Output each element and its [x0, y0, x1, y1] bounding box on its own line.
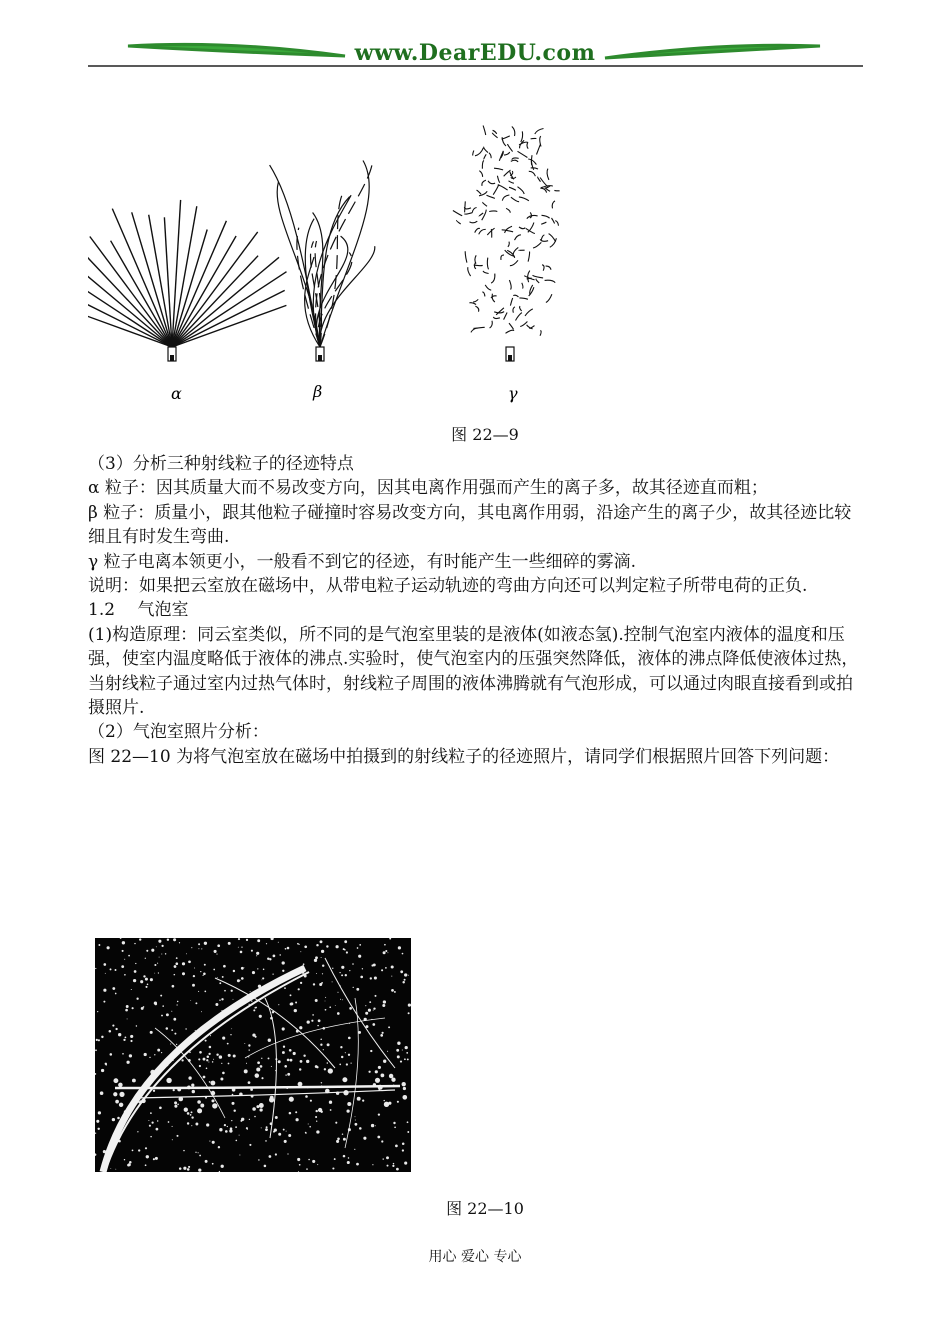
site-logo-text: www.DearEDU.com — [354, 40, 596, 66]
paragraph-note: 说明：如果把云室放在磁场中，从带电粒子运动轨迹的弯曲方向还可以判定粒子所带电荷的正负. — [88, 576, 808, 597]
section-heading-bubble-chamber: 1.2 气泡室 — [88, 600, 189, 621]
paragraph-heading-2: （2）气泡室照片分析： — [88, 722, 269, 743]
paragraph-gamma: γ 粒子电离本领更小，一般看不到它的径迹，有时能产生一些细碎的雾滴. — [88, 551, 636, 572]
page-footer: 用心 爱心 专心 — [428, 1249, 522, 1265]
cloud-chamber-tracks-figure — [88, 115, 608, 415]
gamma-tracks — [453, 126, 560, 362]
figure-caption-22-10: 图 22—10 — [446, 1199, 524, 1218]
figure-caption-22-9: 图 22—9 — [451, 425, 519, 444]
paragraph-photo-intro: 图 22—10 为将气泡室放在磁场中拍摄到的射线粒子的径迹照片，请同学们根据照片回答下列问题： — [88, 746, 840, 767]
beta-label: β — [313, 382, 323, 401]
bubble-chamber-photo — [95, 938, 411, 1172]
beta-tracks — [270, 160, 375, 361]
alpha-tracks — [88, 200, 286, 361]
alpha-label: α — [171, 384, 182, 403]
paragraph-principle: (1)构造原理：同云室类似，所不同的是气泡室里装的是液体(如液态氢).控制气泡室内液体的温度和压强，使室内温度略低于液体的沸点.实验时，使气泡室内的压强突然降低，液体的沸点降低使液体过热，当射线粒子通过室内过热气体时，射线粒子周围的液体沸腾就有气泡形成，可以通过肉眼直接看到或拍摄照片. — [88, 624, 859, 719]
gamma-label: γ — [508, 384, 518, 403]
paragraph-beta: β 粒子：质量小，跟其他粒子碰撞时容易改变方向，其电离作用弱，沿途产生的离子少，故其径迹比较细且有时发生弯曲. — [88, 502, 852, 548]
main-text — [88, 452, 864, 769]
paragraph-alpha: α 粒子：因其质量大而不易改变方向，因其电离作用强而产生的离子多，故其径迹直而粗； — [88, 478, 768, 499]
paragraph-heading-3: （3）分析三种射线粒子的径迹特点 — [88, 454, 354, 474]
page-header — [0, 0, 950, 80]
